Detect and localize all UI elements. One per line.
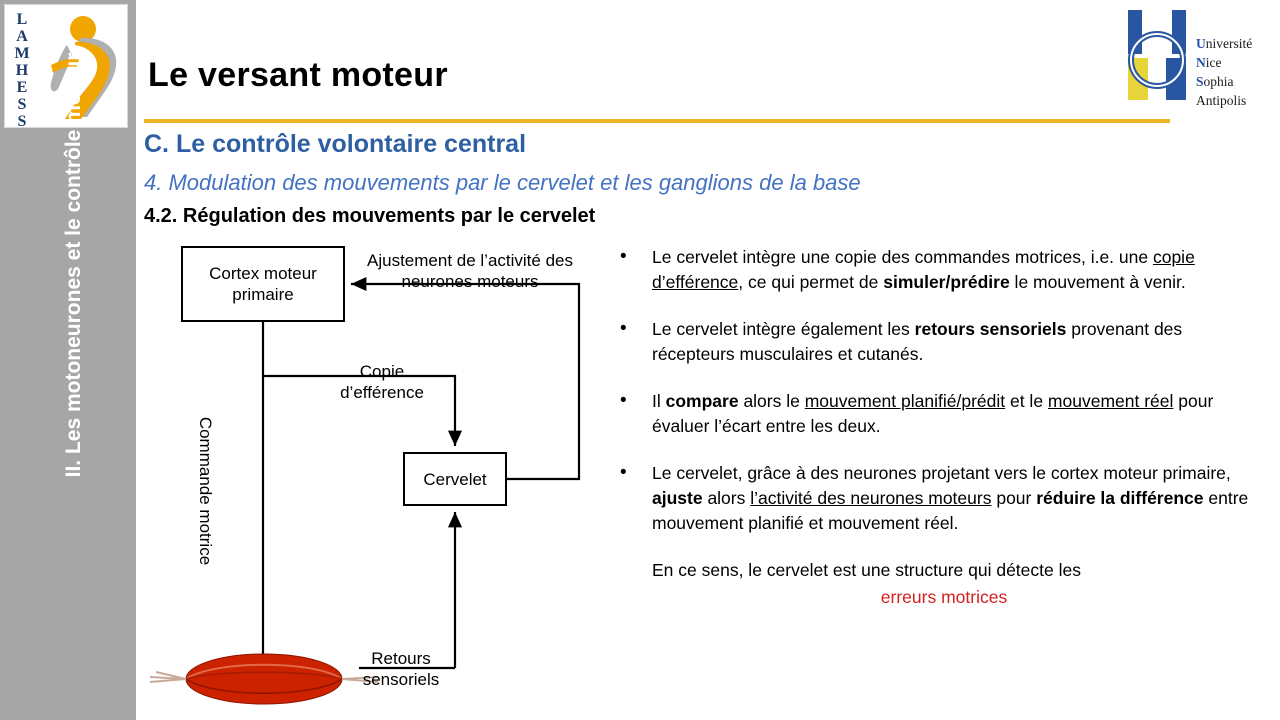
- diagram-box-cervelet: Cervelet: [403, 452, 507, 506]
- sidebar: [0, 0, 136, 720]
- page-title: Le versant moteur: [148, 56, 448, 94]
- heading-section-c: C. Le contrôle volontaire central: [144, 130, 527, 158]
- univ-line1-rest: niversité: [1205, 36, 1253, 51]
- diagram-label-retours-sensoriels: Retours sensoriels: [362, 649, 440, 689]
- university-logo: [1124, 8, 1272, 108]
- univ-line2-rest: ice: [1205, 55, 1222, 70]
- bullet-item-4: • Le cervelet, grâce à des neurones projetant vers le cortex moteur primaire, ajuste alors l’activité des neurones moteurs pour réduire la différence entre mouvement planifié et mouvement réel.: [614, 461, 1266, 536]
- lamhess-logo-letters: L A M H E S S: [14, 11, 30, 128]
- closing-statement: [614, 558, 1266, 610]
- bullet-list: [614, 245, 1266, 610]
- sidebar-section-label: II. Les motoneurones et le contrôle moteur: [62, 52, 85, 478]
- diagram-label-ajustement: Ajustement de l’activité des neurones moteurs: [367, 251, 573, 291]
- university-logo-mark: [1124, 8, 1190, 104]
- univ-line3-rest: ophia Antipolis: [1196, 74, 1247, 108]
- diagram-label-commande-motrice: Commande motrice: [196, 416, 215, 566]
- univ-line1-cap: U: [1196, 36, 1206, 51]
- title-divider: [144, 119, 1170, 123]
- univ-line2-cap: N: [1196, 55, 1206, 70]
- university-logo-text: [1196, 34, 1272, 110]
- bullet-item-1: • Le cervelet intègre une copie des commandes motrices, i.e. une copie d’efférence, ce qui permet de simuler/prédire le mouvement à venir.: [614, 245, 1266, 295]
- bullet-item-2: • Le cervelet intègre également les retours sensoriels provenant des récepteurs musculaires et cutanés.: [614, 317, 1266, 367]
- univ-line3-cap: S: [1196, 74, 1204, 89]
- heading-subsection-4: 4. Modulation des mouvements par le cervelet et les ganglions de la base: [144, 170, 861, 195]
- closing-text: En ce sens, le cervelet est une structure qui détecte les: [652, 560, 1081, 580]
- bullet-item-3: • Il compare alors le mouvement planifié/prédit et le mouvement réel pour évaluer l’écart entre les deux.: [614, 389, 1266, 439]
- diagram-label-copie-efference: Copie d’efférence: [340, 362, 424, 402]
- diagram-box-cortex-moteur-primaire: Cortex moteur primaire: [181, 246, 345, 322]
- cerebellum-diagram: [144, 236, 614, 712]
- heading-subsection-42: 4.2. Régulation des mouvements par le cervelet: [144, 205, 596, 227]
- closing-highlight: erreurs motrices: [880, 587, 1008, 607]
